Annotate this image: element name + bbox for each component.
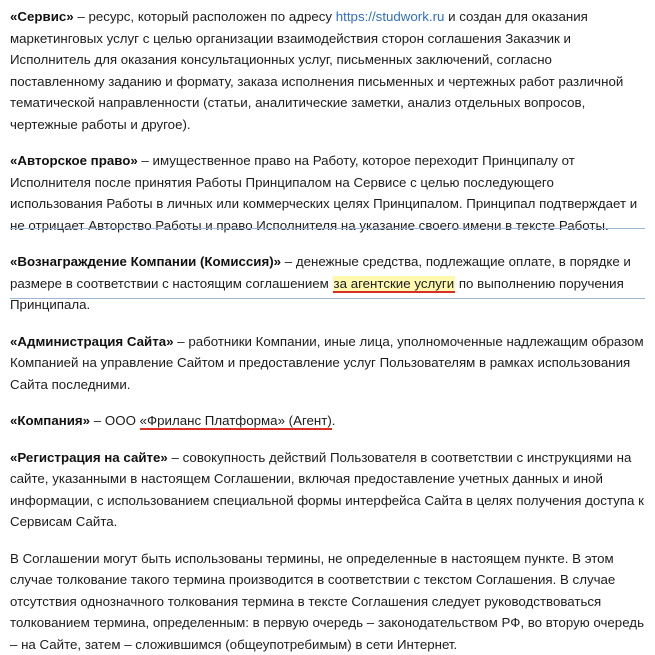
- dash-commission: –: [281, 254, 296, 269]
- term-company: «Компания»: [10, 413, 90, 428]
- commission-text-part-2: по выполнению поручения Принципала.: [10, 276, 624, 313]
- dash-registration: –: [168, 450, 183, 465]
- underlined-phrase-company-name: «Фриланс Платформа» (Агент): [140, 413, 332, 430]
- paragraph-service: [10, 6, 645, 135]
- term-commission: «Вознаграждение Компании (Комиссия)»: [10, 254, 281, 269]
- term-copyright: «Авторское право»: [10, 153, 138, 168]
- service-text-after-link: и создан для оказания маркетинговых услуг с целью организации взаимодействия сторон соглашения Заказчик и Исполнитель для оказания консультационных услуг, письменных заключений, согласно поставленному заданию и формату, заказа исполнения письменных и чертежных работ различной тематической направленности (статьи, аналитические заметки, анализ отдельных вопросов, чертежные работы и другое).: [10, 9, 623, 132]
- paragraph-terms-note: В Соглашении могут быть использованы термины, не определенные в настоящем пункте. В этом случае толкование такого термина производится в соответствии с текстом Соглашения. В случае отсутствия однозначного толкования термина в тексте Соглашения следует руководствоваться толкованием термина, определенным: в первую очередь – законодательством РФ, во вторую очередь – на Сайте, затем – сложившимся (общеупотребимым) в сети Интернет.: [10, 548, 645, 655]
- term-administration: «Администрация Сайта»: [10, 334, 174, 349]
- commission-text-part-1: денежные средства, подлежащие оплате, в порядке и размере в соответствии с настоящим соглашением: [10, 254, 631, 291]
- paragraph-company: [10, 410, 645, 432]
- paragraph-administration: [10, 331, 645, 396]
- copyright-text: имущественное право на Работу, которое переходит Принципалу от Исполнителя после принятия Работы Принципалом на Сервисе с целью последующего использования Работы в личных или коммерческих целях Принципалом. Принципал подтверждает и не отрицает Авторство Работы и право Исполнителя на указание своего имени в тексте Работы.: [10, 153, 637, 233]
- studwork-link[interactable]: https://studwork.ru: [336, 9, 445, 24]
- highlighted-phrase-agency-services: за агентские услуги: [333, 276, 456, 293]
- administration-text: работники Компании, иные лица, уполномоченные надлежащим образом Компанией на управление Сайтом и предоставление услуг Пользователям в рамках использования Сайта последними.: [10, 334, 644, 392]
- dash-service: –: [74, 9, 89, 24]
- term-registration: «Регистрация на сайте»: [10, 450, 168, 465]
- dash-copyright: –: [138, 153, 153, 168]
- registration-text: совокупность действий Пользователя в соответствии с инструкциями на сайте, указанными в настоящем Соглашении, включая предоставление учетных данных и иной информации, с использованием специальной формы интерфейса Сайта в целях получения доступа к Сервисам Сайта.: [10, 450, 644, 530]
- paragraph-commission: [10, 251, 645, 316]
- company-text-part-2: .: [332, 413, 336, 428]
- term-service: «Сервис»: [10, 9, 74, 24]
- horizontal-rule-upper: [10, 228, 645, 229]
- dash-administration: –: [174, 334, 189, 349]
- dash-company: –: [90, 413, 105, 428]
- paragraph-registration: [10, 447, 645, 533]
- company-text-part-1: ООО: [105, 413, 140, 428]
- service-text-before-link: ресурс, который расположен по адресу: [88, 9, 335, 24]
- paragraph-copyright: [10, 150, 645, 236]
- horizontal-rule-lower: [10, 298, 645, 299]
